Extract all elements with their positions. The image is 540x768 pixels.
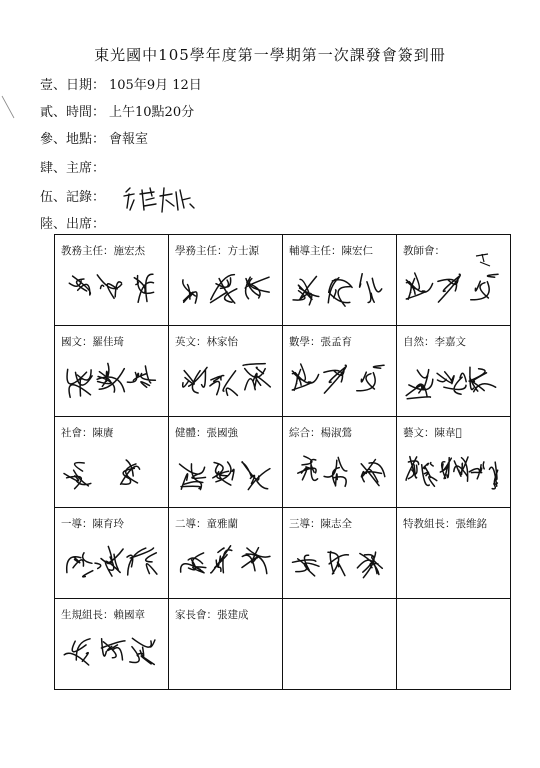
attendance-cell	[283, 326, 397, 417]
attendance-row	[55, 235, 511, 326]
attendee-role-name: 自然：李嘉文	[403, 336, 466, 348]
attendance-cell	[397, 235, 511, 326]
meta-time-row	[40, 104, 194, 122]
attendance-cell	[283, 508, 397, 599]
handwritten-signature	[285, 257, 393, 323]
meta-date-value: 105年9月 12日	[109, 78, 202, 93]
attendance-cell	[55, 508, 169, 599]
attendance-cell	[169, 417, 283, 508]
attendee-role-name: 社會：陳賡	[61, 427, 114, 439]
attendee-role-name: 健體：張國強	[175, 427, 238, 439]
attendee-role-name: 生規組長：賴國章	[61, 609, 145, 621]
attendee-role-name: 教務主任：施宏杰	[61, 245, 145, 257]
margin-scribble	[472, 252, 494, 278]
attendee-role-name: 學務主任：方士源	[175, 245, 259, 257]
attendee-role-name: 教師會：	[403, 245, 445, 257]
meta-chair-label: 肆、主席：	[40, 161, 106, 176]
meta-attendance-row	[40, 216, 105, 234]
attendee-role-name: 輔導主任：陳宏仁	[289, 245, 373, 257]
attendance-cell	[283, 417, 397, 508]
meta-location-row	[40, 131, 148, 149]
handwritten-signature	[57, 348, 165, 414]
attendee-role-name: 特教組長：張维銘	[403, 518, 487, 530]
attendance-cell	[55, 235, 169, 326]
handwritten-signature	[171, 530, 279, 596]
meta-date-label: 壹、日期：	[40, 78, 106, 93]
meta-recorder-label: 伍、記錄：	[40, 190, 106, 205]
attendance-cell	[55, 599, 169, 690]
handwritten-signature	[399, 439, 507, 505]
attendance-cell	[397, 326, 511, 417]
handwritten-signature	[57, 621, 165, 687]
handwritten-signature	[171, 257, 279, 323]
attendance-cell	[55, 326, 169, 417]
attendance-cell	[397, 417, 511, 508]
meta-chair-row	[40, 160, 105, 178]
attendee-role-name: 英文：林家怡	[175, 336, 238, 348]
handwritten-signature	[57, 257, 165, 323]
attendance-cell	[283, 235, 397, 326]
meta-location-value: 會報室	[109, 132, 149, 147]
document-title: 東光國中105學年度第一學期第一次課發會簽到冊	[94, 46, 446, 64]
attendance-cell	[169, 599, 283, 690]
attendee-role-name: 二導：童雅蘭	[175, 518, 238, 530]
attendee-role-name: 綜合：楊淑鶯	[289, 427, 352, 439]
handwritten-signature	[399, 348, 507, 414]
attendee-role-name: 國文：羅佳琦	[61, 336, 124, 348]
handwritten-signature	[57, 439, 165, 505]
attendance-cell	[55, 417, 169, 508]
attendance-cell	[283, 599, 397, 690]
handwritten-signature	[171, 348, 279, 414]
attendance-cell	[397, 599, 511, 690]
meta-date-row	[40, 77, 202, 95]
handwritten-signature	[57, 530, 165, 596]
attendance-cell	[169, 235, 283, 326]
meta-time-value: 上午10點20分	[109, 105, 195, 120]
attendance-row	[55, 417, 511, 508]
attendee-role-name: 藝文：陳韋𪶒	[403, 427, 462, 439]
attendance-cell	[169, 508, 283, 599]
attendance-row	[55, 508, 511, 599]
handwritten-signature	[171, 439, 279, 505]
attendee-role-name: 數學：張孟育	[289, 336, 352, 348]
attendance-table	[54, 234, 511, 690]
recorder-signature	[120, 182, 200, 216]
meta-location-label: 參、地點：	[40, 132, 106, 147]
attendee-role-name: 三導：陳志全	[289, 518, 352, 530]
attendance-cell	[397, 508, 511, 599]
meta-time-label: 貳、時間：	[40, 105, 106, 120]
handwritten-signature	[285, 439, 393, 505]
attendee-role-name: 一導：陳育玲	[61, 518, 124, 530]
meta-recorder-row	[40, 189, 105, 207]
handwritten-signature	[285, 348, 393, 414]
attendance-row	[55, 326, 511, 417]
attendance-row	[55, 599, 511, 690]
attendance-cell	[169, 326, 283, 417]
attendee-role-name: 家長會：張建成	[175, 609, 249, 621]
scan-edge-mark	[0, 92, 20, 122]
handwritten-signature	[285, 530, 393, 596]
meta-attendance-label: 陸、出席：	[40, 217, 106, 232]
